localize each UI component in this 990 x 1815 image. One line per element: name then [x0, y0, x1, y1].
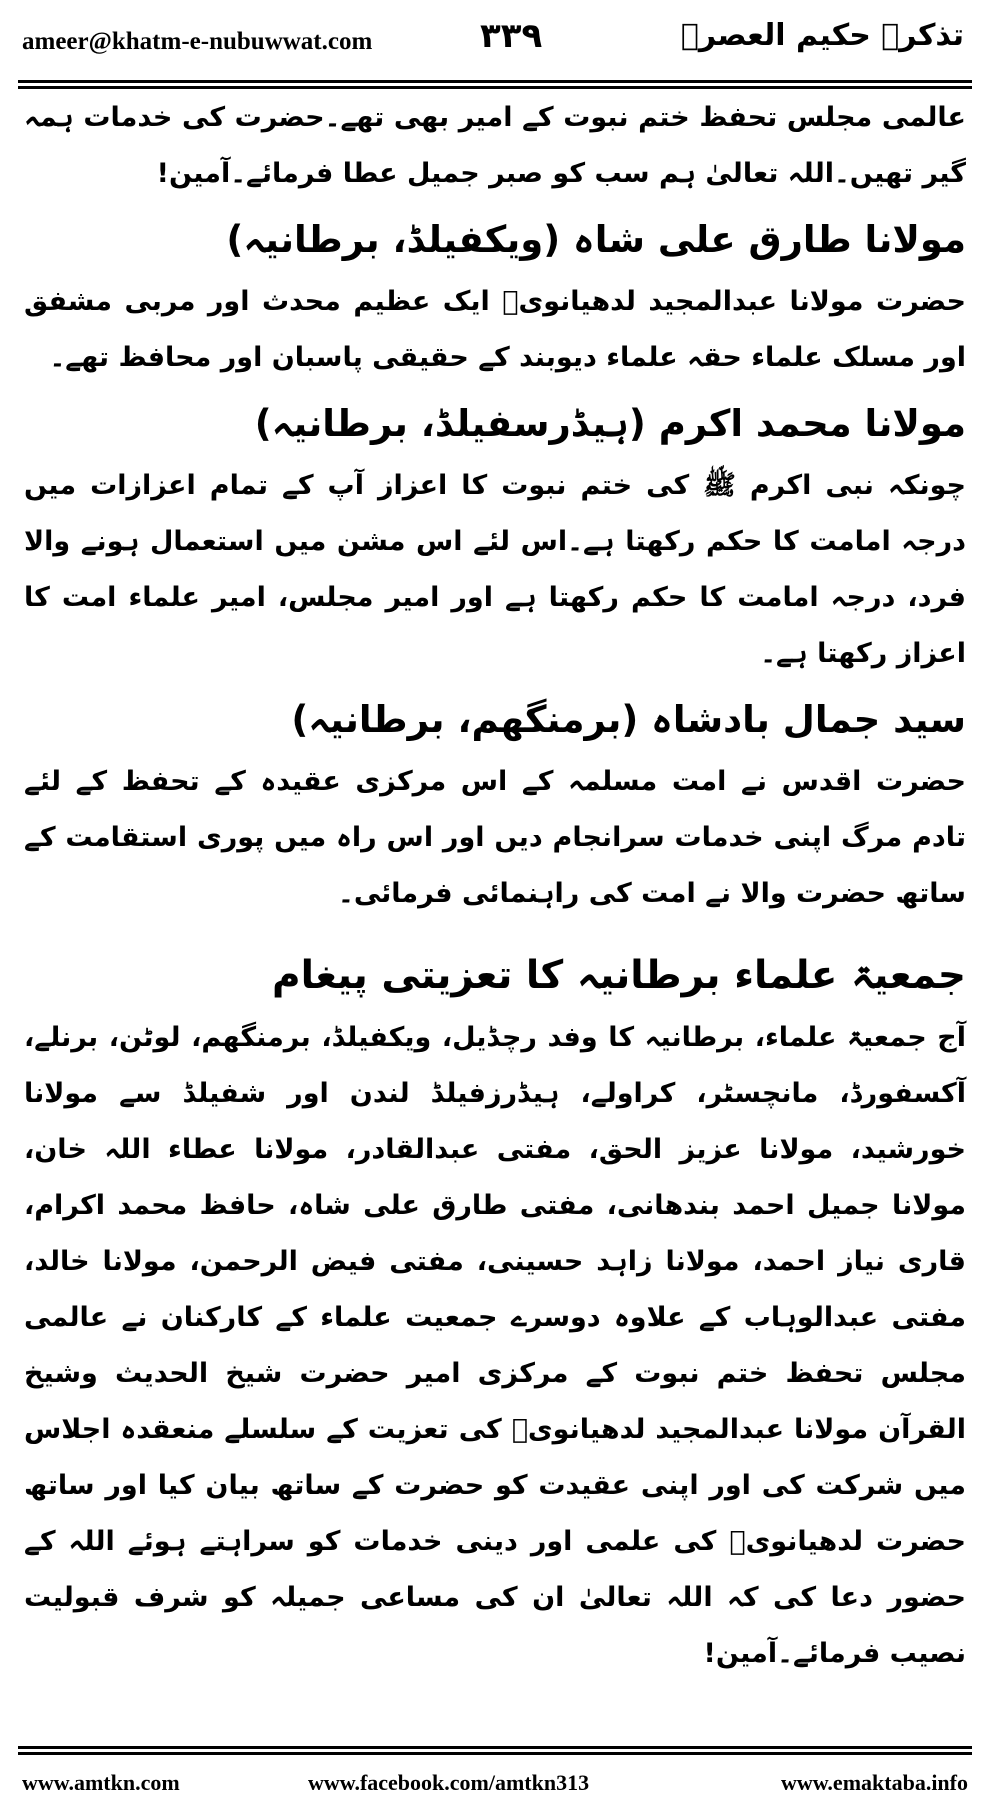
footer-link-amtkn[interactable]: www.amtkn.com	[22, 1770, 180, 1795]
paragraph: عالمی مجلس تحفظ ختم نبوت کے امیر بھی تھے۔حضرت کی خدمات ہمہ گیر تھیں۔اللہ تعالیٰ ہم سب کو صبر جمیل عطا فرمائے۔آمین!	[24, 102, 966, 189]
header-divider	[18, 80, 972, 89]
page-header	[18, 12, 972, 64]
section-heading: سید جمال بادشاہ (برمنگھم، برطانیہ)	[291, 698, 966, 741]
page-footer	[18, 1764, 972, 1800]
paragraph: چونکہ نبی اکرم ﷺ کی ختم نبوت کا اعزاز آپ کے تمام اعزازات میں درجہ امامت کا حکم رکھتا ہے۔اس لئے اس مشن میں استعمال ہونے والا فرد، درجہ امامت کا حکم رکھتا ہے اور امیر مجلس، امیر علماء امت کا اعزاز رکھتا ہے۔	[24, 470, 966, 669]
footer-divider	[18, 1746, 972, 1755]
footer-link-emaktaba[interactable]: www.emaktaba.info	[780, 1770, 968, 1795]
paragraph: حضرت مولانا عبدالمجید لدھیانویؒ ایک عظیم محدث اور مربی مشفق اور مسلک علماء حقہ علماء دیوبند کے حقیقی پاسبان اور محافظ تھے۔	[24, 286, 966, 373]
paragraph: آج جمعیۃ علماء، برطانیہ کا وفد رچڈیل، ویکفیلڈ، برمنگھم، لوٹن، برنلے، آکسفورڈ، مانچسٹر، کراولے، ہیڈرزفیلڈ لندن اور شفیلڈ سے مولانا خورشید، مولانا عزیز الحق، مفتی عبدالقادر، مولانا عطاء اللہ خان، مولانا جمیل احمد بندھانی، مفتی طارق علی شاہ، حافظ محمد اکرام، قاری نیاز احمد، مولانا زاہد حسینی، مفتی فیض الرحمن، مولانا خالد، مفتی عبدالوہاب کے علاوہ دوسرے جمعیت علماء کے کارکنان نے عالمی مجلس تحفظ ختم نبوت کے مرکزی امیر حضرت شیخ الحدیث وشیخ القرآن مولانا عبدالمجید لدھیانویؒ کی تعزیت کے سلسلے منعقدہ اجلاس میں شرکت کی اور اپنی عقیدت کو حضرت کے ساتھ بیان کیا اور ساتھ حضرت لدھیانویؒ کی علمی اور دینی خدمات کو سراہتے ہوئے اللہ کے حضور دعا کی کہ اللہ تعالیٰ ان کی مساعی جمیلہ کو شرف قبولیت نصیب فرمائے۔آمین!	[24, 1022, 966, 1669]
page-number: ۳۳۹	[480, 16, 543, 56]
book-title: تذکرہ حکیم العصرؒ	[680, 18, 964, 53]
paragraph: حضرت اقدس نے امت مسلمہ کے اس مرکزی عقیدہ کے تحفظ کے لئے تادم مرگ اپنی خدمات سرانجام دیں اور اس راہ میں پوری استقامت کے ساتھ حضرت والا نے امت کی راہنمائی فرمائی۔	[24, 766, 966, 909]
section-heading: مولانا محمد اکرم (ہیڈرسفیلڈ، برطانیہ)	[254, 402, 966, 445]
header-email: ameer@khatm-e-nubuwwat.com	[22, 28, 373, 55]
page-body	[24, 90, 966, 1682]
footer-link-facebook[interactable]: www.facebook.com/amtkn313	[308, 1770, 590, 1795]
section-heading: مولانا طارق علی شاہ (ویکفیلڈ، برطانیہ)	[226, 218, 966, 261]
section-heading: جمعیۃ علماء برطانیہ کا تعزیتی پیغام	[272, 953, 966, 998]
